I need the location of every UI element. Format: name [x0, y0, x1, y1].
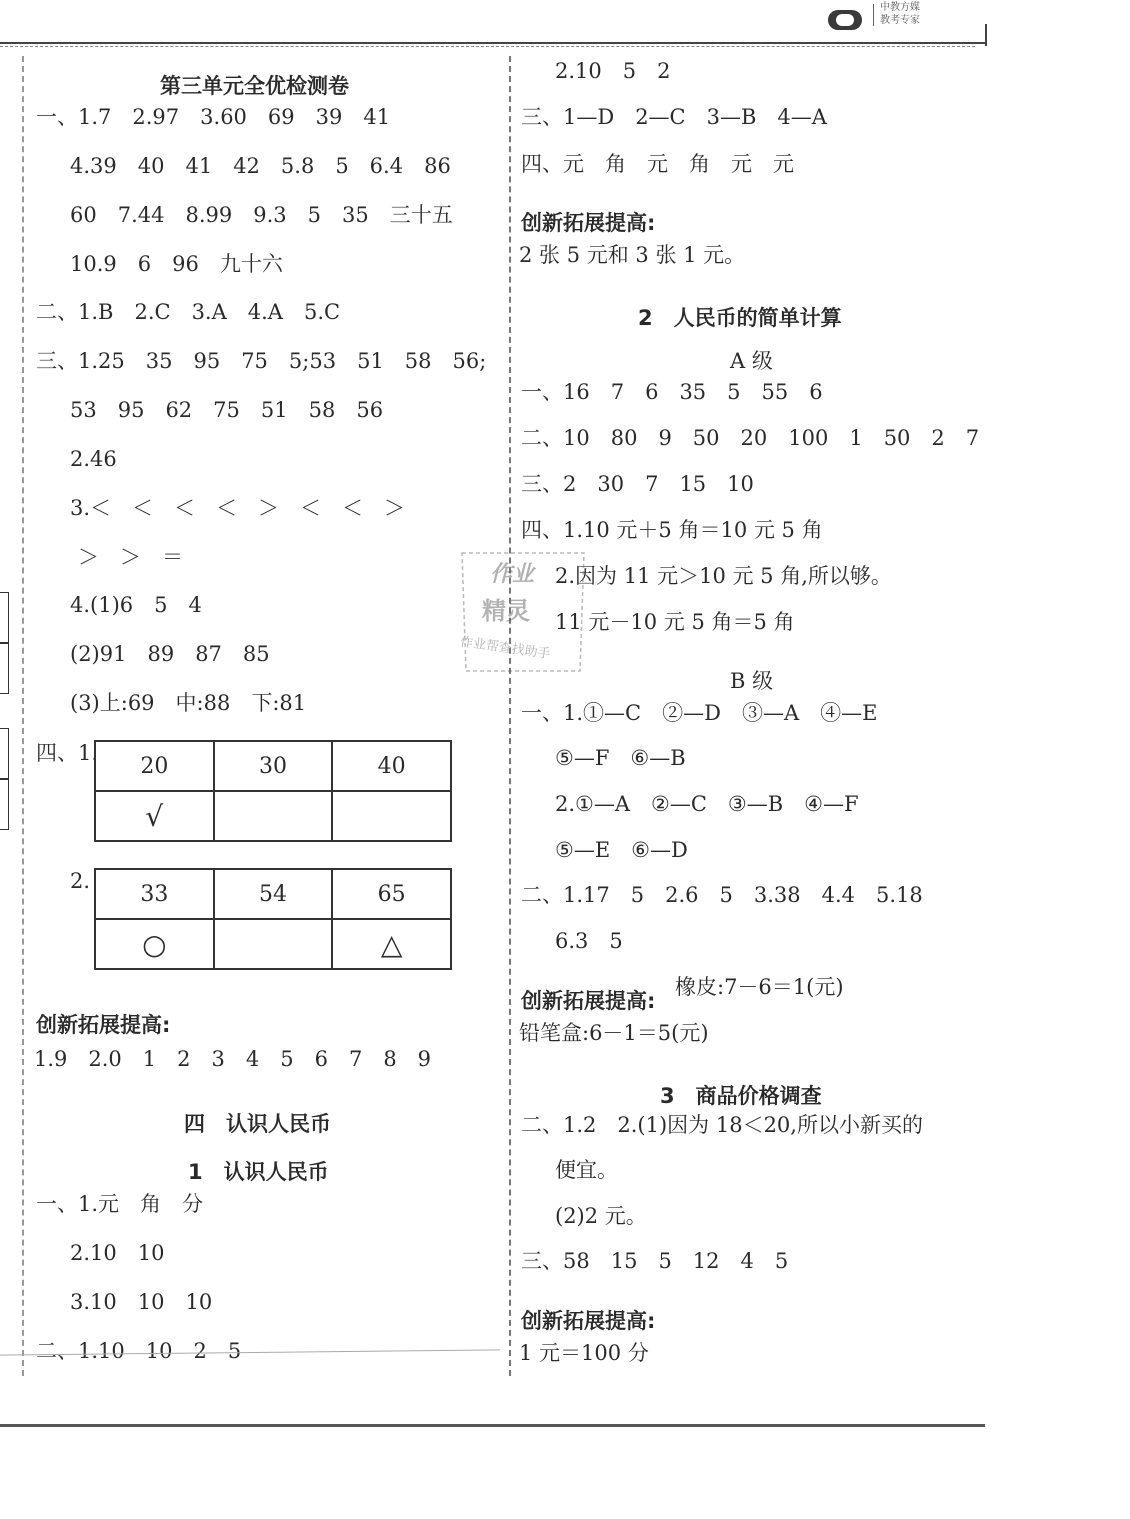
answer-line: 三、1.25 35 95 75 5;53 51 58 56;	[36, 349, 487, 373]
answer-line: 4.39 40 41 42 5.8 5 6.4 86	[70, 154, 451, 178]
table-header-cell: 54	[214, 869, 333, 919]
answer-line: 6.3 5	[555, 929, 623, 953]
table-header-cell: 30	[214, 741, 333, 791]
table-header-cell: 20	[95, 741, 214, 791]
answer-table-1	[94, 740, 452, 842]
answer-line: (2)2 元。	[555, 1204, 647, 1228]
header-brand-line2: 教考专家	[880, 15, 920, 26]
answer-line: 4.(1)6 5 4	[70, 593, 202, 617]
table-cell	[214, 919, 333, 969]
extension-answer: 橡皮:7－6＝1(元)	[675, 975, 844, 999]
section-title: 四 认识人民币	[184, 1112, 331, 1136]
watermark-stamp	[452, 547, 592, 677]
edge-tab	[0, 778, 9, 830]
extension-answer: 1 元＝100 分	[519, 1341, 649, 1365]
table-header-cell: 33	[95, 869, 214, 919]
answer-line: 二、1.10 10 2 5	[36, 1339, 242, 1363]
section-title: 3 商品价格调查	[660, 1084, 822, 1108]
answer-line: 二、1.2 2.(1)因为 18＜20,所以小新买的	[521, 1113, 923, 1137]
top-dashed-rule	[0, 46, 975, 47]
answer-line: 10.9 6 96 九十六	[70, 252, 283, 276]
corner-tick	[975, 24, 987, 46]
extension-answer: 铅笔盒:6－1＝5(元)	[519, 1021, 709, 1045]
table-header-cell: 40	[332, 741, 451, 791]
answer-line: 一、16 7 6 35 5 55 6	[521, 380, 823, 404]
answer-line: ⑤—F ⑥—B	[555, 746, 686, 770]
answer-line: 四、元 角 元 角 元 元	[521, 152, 794, 176]
answer-line: 二、1.B 2.C 3.A 4.A 5.C	[36, 300, 341, 324]
triangle-mark-cell: △	[332, 919, 451, 969]
check-mark-cell: √	[95, 791, 214, 841]
unit-test-title: 第三单元全优检测卷	[160, 74, 349, 98]
answer-line: (2)91 89 87 85	[70, 642, 270, 666]
answer-line: 三、58 15 5 12 4 5	[521, 1249, 789, 1273]
answer-table-2	[94, 868, 452, 970]
publisher-logo-inner	[836, 14, 854, 26]
answer-line: (3)上:69 中:88 下:81	[70, 691, 307, 715]
answer-line: 四、1.10 元＋5 角＝10 元 5 角	[521, 518, 823, 542]
header-brand-line1: 中教方媒	[880, 2, 920, 13]
answer-line: 三、1—D 2—C 3—B 4—A	[521, 105, 827, 129]
table-cell	[332, 791, 451, 841]
top-rule	[0, 42, 985, 44]
table-cell	[214, 791, 333, 841]
extension-title: 创新拓展提高:	[521, 211, 656, 235]
answer-line: 2.①—A ②—C ③—B ④—F	[555, 792, 859, 816]
extension-title: 创新拓展提高:	[521, 1309, 656, 1333]
watermark-text: 精灵	[482, 596, 530, 625]
question-label: 2.	[70, 869, 91, 893]
question-label: 四、1.	[36, 741, 99, 765]
edge-tab	[0, 728, 9, 780]
extension-title: 创新拓展提高:	[521, 989, 656, 1013]
left-margin-line	[22, 56, 24, 1376]
answer-line: 一、1.元 角 分	[36, 1192, 204, 1216]
extension-answer: 1.9 2.0 1 2 3 4 5 6 7 8 9	[34, 1047, 432, 1071]
circle-mark-cell: ○	[95, 919, 214, 969]
answer-line: 2.10 5 2	[555, 59, 671, 83]
answer-line: 3.＜ ＜ ＜ ＜ ＞ ＜ ＜ ＞	[70, 496, 406, 520]
extension-answer: 2 张 5 元和 3 张 1 元。	[519, 243, 746, 267]
answer-line: 60 7.44 8.99 9.3 5 35 三十五	[70, 203, 453, 227]
answer-line: 2.因为 11 元＞10 元 5 角,所以够。	[555, 564, 892, 588]
watermark-text: 作业帮查找助手	[459, 634, 552, 663]
bottom-rule	[0, 1424, 985, 1427]
answer-line: 二、10 80 9 50 20 100 1 50 2 7	[521, 426, 980, 450]
answer-line: 便宜。	[555, 1158, 618, 1182]
level-label: B 级	[730, 669, 774, 693]
answer-line: 2.46	[70, 447, 117, 471]
answer-line: 11 元－10 元 5 角＝5 角	[555, 610, 795, 634]
answer-line: 一、1.7 2.97 3.60 69 39 41	[36, 105, 391, 129]
header-divider	[873, 4, 874, 26]
section-title: 2 人民币的简单计算	[638, 306, 842, 330]
level-label: A 级	[730, 349, 773, 373]
answer-line: 53 95 62 75 51 58 56	[70, 398, 384, 422]
answer-line: 3.10 10 10	[70, 1290, 213, 1314]
answer-line: 三、2 30 7 15 10	[521, 472, 754, 496]
answer-line: 二、1.17 5 2.6 5 3.38 4.4 5.18	[521, 883, 923, 907]
extension-title: 创新拓展提高:	[36, 1013, 171, 1037]
edge-tab	[0, 642, 9, 694]
answer-line: ⑤—E ⑥—D	[555, 838, 688, 862]
column-divider	[509, 56, 511, 1376]
watermark-text: 作业	[490, 561, 535, 587]
edge-tab	[0, 592, 9, 644]
answer-line: 2.10 10	[70, 1241, 165, 1265]
subsection-title: 1 认识人民币	[188, 1160, 329, 1184]
answer-line: ＞ ＞ ＝	[78, 545, 183, 569]
table-header-cell: 65	[332, 869, 451, 919]
answer-line: 一、1.①—C ②—D ③—A ④—E	[521, 701, 878, 725]
